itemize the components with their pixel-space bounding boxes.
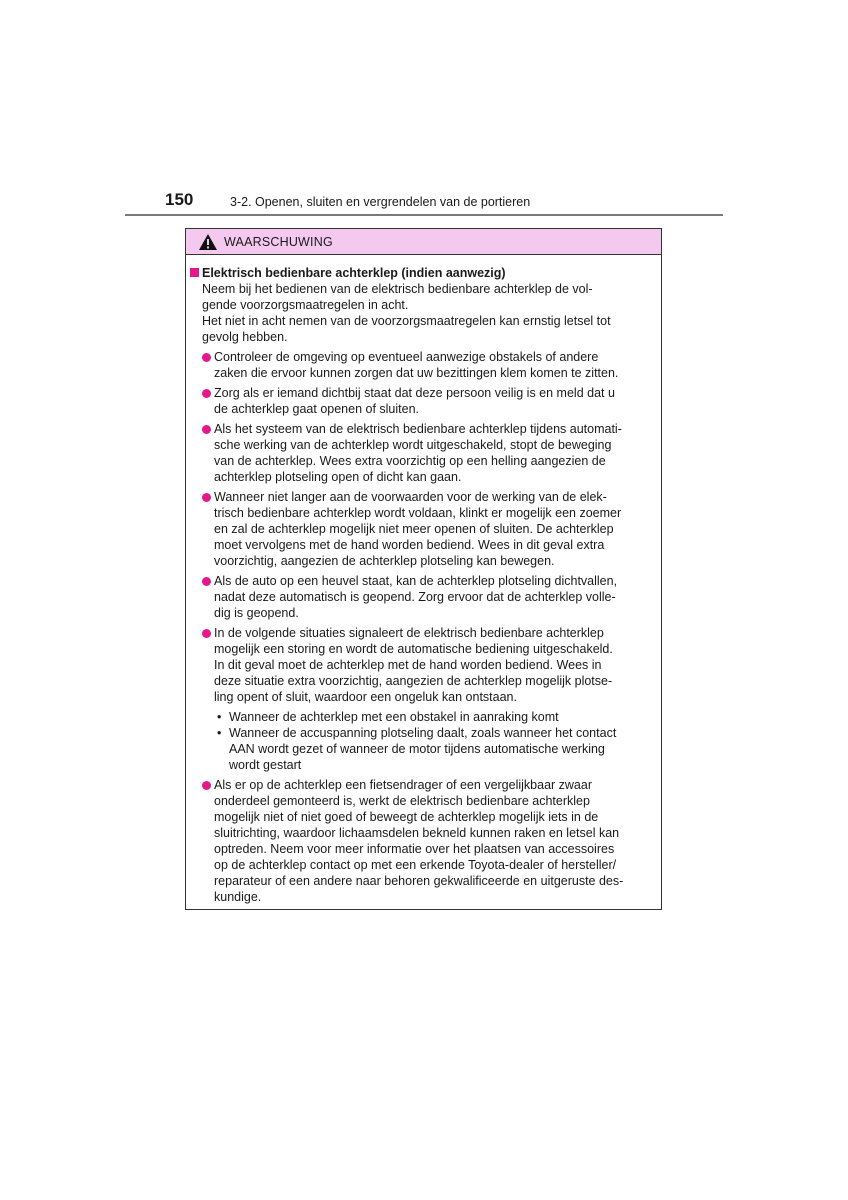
bullet-line: Wanneer niet langer aan de voorwaarden voor de werking van de elek- xyxy=(214,490,607,504)
bullet-line: onderdeel gemonteerd is, werkt de elektrisch bedienbare achterklep xyxy=(214,794,590,808)
bullet-line: achterklep plotseling open of dicht kan gaan. xyxy=(214,470,462,484)
bullet-dot-icon xyxy=(202,353,211,362)
bullet-dot-icon xyxy=(202,493,211,502)
bullet-line: optreden. Neem voor meer informatie over het plaatsen van accessoires xyxy=(214,842,615,856)
warning-header xyxy=(186,229,661,255)
header-divider xyxy=(125,214,723,216)
bullet-line: op de achterklep contact op met een erkende Toyota-dealer of hersteller/ xyxy=(214,858,617,872)
bullet-line: sche werking van de achterklep wordt uitgeschakeld, stopt de beweging xyxy=(214,438,612,452)
bullet-line: de achterklep gaat openen of sluiten. xyxy=(214,402,420,416)
warning-triangle-icon xyxy=(198,233,218,251)
sub-bullet-line: Wanneer de accuspanning plotseling daalt, zoals wanneer het contact xyxy=(229,726,617,740)
sub-bullet-line: AAN wordt gezet of wanneer de motor tijdens automatische werking xyxy=(229,742,605,756)
bullet-dot-icon xyxy=(202,577,211,586)
section-title: 3-2. Openen, sluiten en vergrendelen van de portieren xyxy=(230,195,531,209)
warning-label: WAARSCHUWING xyxy=(224,234,333,249)
bullet-line: Als er op de achterklep een fietsendrager of een vergelijkbaar zwaar xyxy=(214,778,592,792)
bullet-line: sluitrichting, waardoor lichaamsdelen bekneld kunnen raken en letsel kan xyxy=(214,826,620,840)
bullet-line: zaken die ervoor kunnen zorgen dat uw bezittingen klem komen te zitten. xyxy=(214,366,619,380)
bullet-line: nadat deze automatisch is geopend. Zorg ervoor dat de achterklep volle- xyxy=(214,590,616,604)
bullet-line: Als het systeem van de elektrisch bedienbare achterklep tijdens automati- xyxy=(214,422,622,436)
bullet-item xyxy=(202,489,655,569)
bullet-line: deze situatie extra voorzichtig, aangezien de achterklep mogelijk plotse- xyxy=(214,674,613,688)
bullet-item xyxy=(202,385,655,417)
intro-line: Neem bij het bedienen van de elektrisch bedienbare achterklep de vol- xyxy=(202,282,593,296)
bullet-item xyxy=(202,573,655,621)
bullet-line: en zal de achterklep mogelijk niet meer openen of sluiten. De achterklep xyxy=(214,522,614,536)
bullet-dot-icon xyxy=(202,425,211,434)
sub-bullet-marker: • xyxy=(217,710,222,724)
bullet-line: reparateur of een andere naar behoren gekwalificeerde en uitgeruste des- xyxy=(214,874,624,888)
square-bullet-icon xyxy=(190,268,199,277)
bullet-line: Zorg als er iemand dichtbij staat dat deze persoon veilig is en meld dat u xyxy=(214,386,615,400)
sub-bullet-line: wordt gestart xyxy=(229,758,302,772)
bullet-item xyxy=(202,349,655,381)
intro-line: gende voorzorgsmaatregelen in acht. xyxy=(202,298,409,312)
bullet-line: ling opent of sluit, waardoor een ongeluk kan ontstaan. xyxy=(214,690,517,704)
bullet-item xyxy=(202,777,655,905)
bullet-line: In dit geval moet de achterklep met de hand worden bediend. Wees in xyxy=(214,658,602,672)
bullet-dot-icon xyxy=(202,389,211,398)
bullet-line: In de volgende situaties signaleert de elektrisch bedienbare achterklep xyxy=(214,626,604,640)
bullet-item xyxy=(202,625,655,705)
intro-line: Het niet in acht nemen van de voorzorgsmaatregelen kan ernstig letsel tot xyxy=(202,314,611,328)
heading-text: Elektrisch bedienbare achterklep (indien aanwezig) xyxy=(202,266,506,280)
bullet-dot-icon xyxy=(202,781,211,790)
sub-bullet-line: Wanneer de achterklep met een obstakel in aanraking komt xyxy=(229,710,559,724)
intro-text xyxy=(202,281,655,345)
sub-bullet-marker: • xyxy=(217,726,222,740)
bullet-line: van de achterklep. Wees extra voorzichtig op een helling aangezien de xyxy=(214,454,606,468)
bullet-line: Controleer de omgeving op eventueel aanwezige obstakels of andere xyxy=(214,350,599,364)
bullet-line: dig is geopend. xyxy=(214,606,299,620)
bullet-line: kundige. xyxy=(214,890,262,904)
intro-line: gevolg hebben. xyxy=(202,330,288,344)
page-number: 150 xyxy=(165,190,194,209)
sub-bullet-list xyxy=(217,709,655,773)
warning-content xyxy=(186,255,661,905)
bullet-dot-icon xyxy=(202,629,211,638)
bullet-line: mogelijk een storing en wordt de automatische bediening uitgeschakeld. xyxy=(214,642,613,656)
bullet-line: moet vervolgens met de hand worden bediend. Wees in dit geval extra xyxy=(214,538,605,552)
warning-heading xyxy=(190,265,655,281)
bullet-item xyxy=(202,421,655,485)
bullet-line: Als de auto op een heuvel staat, kan de achterklep plotseling dichtvallen, xyxy=(214,574,618,588)
bullet-line: mogelijk niet of niet goed of beweegt de achterklep mogelijk iets in de xyxy=(214,810,599,824)
warning-box xyxy=(185,228,662,910)
sub-bullet-item xyxy=(217,725,655,773)
bullet-line: trisch bedienbare achterklep wordt voldaan, klinkt er mogelijk een zoemer xyxy=(214,506,622,520)
bullet-line: voorzichtig, aangezien de achterklep plotseling kan bewegen. xyxy=(214,554,555,568)
sub-bullet-item xyxy=(217,709,655,725)
